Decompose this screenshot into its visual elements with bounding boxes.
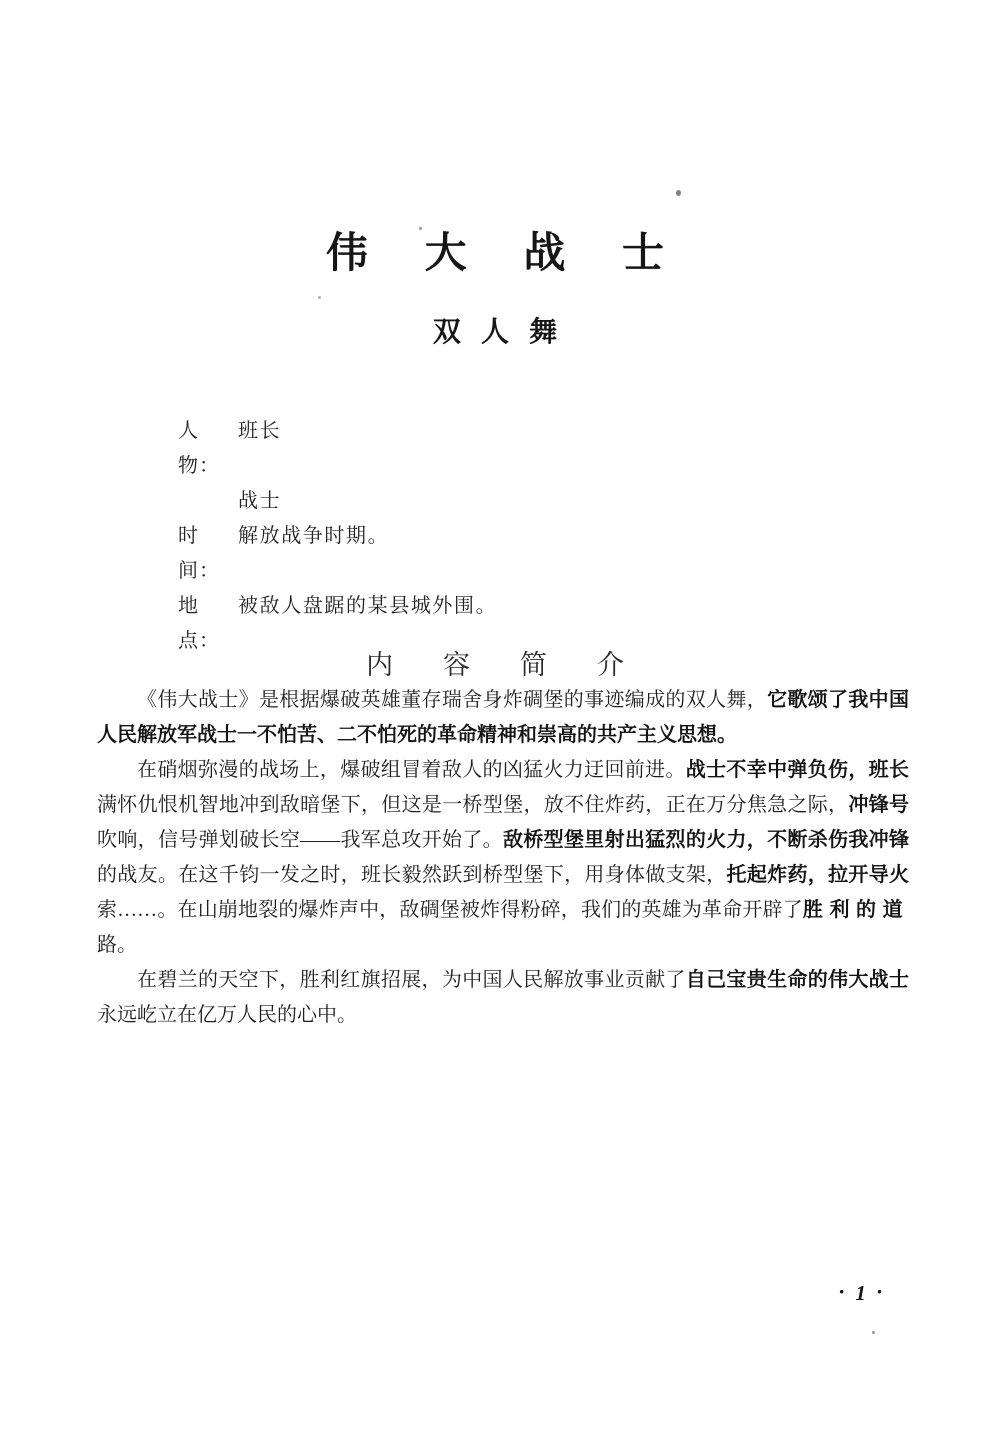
meta-label: 时间：: [178, 525, 220, 582]
meta-value: 解放战争时期。: [238, 525, 390, 547]
text-segment: 战士不幸中弹负伤，班长: [685, 759, 910, 781]
synopsis-body: [97, 683, 909, 1033]
scan-speck: [872, 1331, 875, 1334]
scan-speck: [318, 296, 321, 299]
text-segment: 胜利的道: [802, 899, 909, 921]
text-segment: 自己宝贵生命的伟大战士: [685, 969, 910, 991]
page-number-right-dot: ·: [875, 1278, 884, 1304]
page-title: 伟大战士: [325, 231, 721, 278]
text-segment: 满怀仇恨机智地冲到敌暗堡下，但这是一桥型堡，放不住炸药，正在万分焦急之际，: [97, 794, 849, 816]
scan-speck: [676, 190, 681, 196]
text-segment: 在硝烟弥漫的战场上，爆破组冒着敌人的凶猛火力迂回前进。: [137, 759, 686, 781]
text-segment: 敌桥型堡里射出猛烈的火力，不断杀伤我冲锋: [503, 829, 909, 851]
meta-label: 地点：: [178, 595, 220, 652]
text-segment: 冲锋号: [848, 794, 910, 816]
text-segment: 路。: [97, 934, 137, 956]
page-number: [838, 1278, 884, 1306]
cast-and-setting-block: [178, 414, 497, 659]
meta-value: 班长: [238, 420, 282, 442]
meta-row-characters: [178, 414, 497, 484]
text-segment: 吹响，信号弹划破长空——我军总攻开始了。: [97, 829, 503, 851]
text-segment: 的战友。在这千钧一发之时，班长毅然跃到桥型堡下，用身体做支架，: [97, 864, 727, 886]
meta-label: 人物：: [178, 420, 220, 477]
text-segment: 它歌颂了我中国人民解放军战士一不怕苦、二不怕死的革命精神和崇高的共产主义思想。: [97, 689, 910, 746]
page-subtitle: 双人舞: [432, 317, 578, 349]
synopsis-paragraph: [97, 963, 909, 1033]
text-segment: 永远屹立在亿万人民的心中。: [97, 1004, 357, 1026]
meta-row-character-2: [178, 484, 497, 519]
synopsis-paragraph: [97, 753, 909, 963]
synopsis-paragraph: [97, 683, 909, 753]
text-segment: 托起炸药，拉开导火: [726, 864, 910, 886]
scan-speck: [419, 227, 422, 230]
page-number-left-dot: ·: [838, 1278, 846, 1304]
text-segment: 在碧兰的天空下，胜利红旗招展，为中国人民解放事业贡献了: [137, 969, 686, 991]
meta-row-time: [178, 519, 497, 589]
text-segment: 《伟大战士》是根据爆破英雄董存瑞舍身炸碉堡的事迹编成的双人舞，: [137, 689, 768, 711]
meta-value: 战士: [238, 490, 282, 512]
meta-value: 被敌人盘踞的某县城外围。: [238, 595, 498, 617]
meta-label: [178, 484, 238, 519]
page-number-value: 1: [855, 1281, 866, 1305]
text-segment: 索……。在山崩地裂的爆炸声中，敌碉堡被炸得粉碎，我们的英雄为革命开辟了: [97, 899, 803, 921]
section-heading-synopsis: 内容简介: [366, 650, 674, 680]
